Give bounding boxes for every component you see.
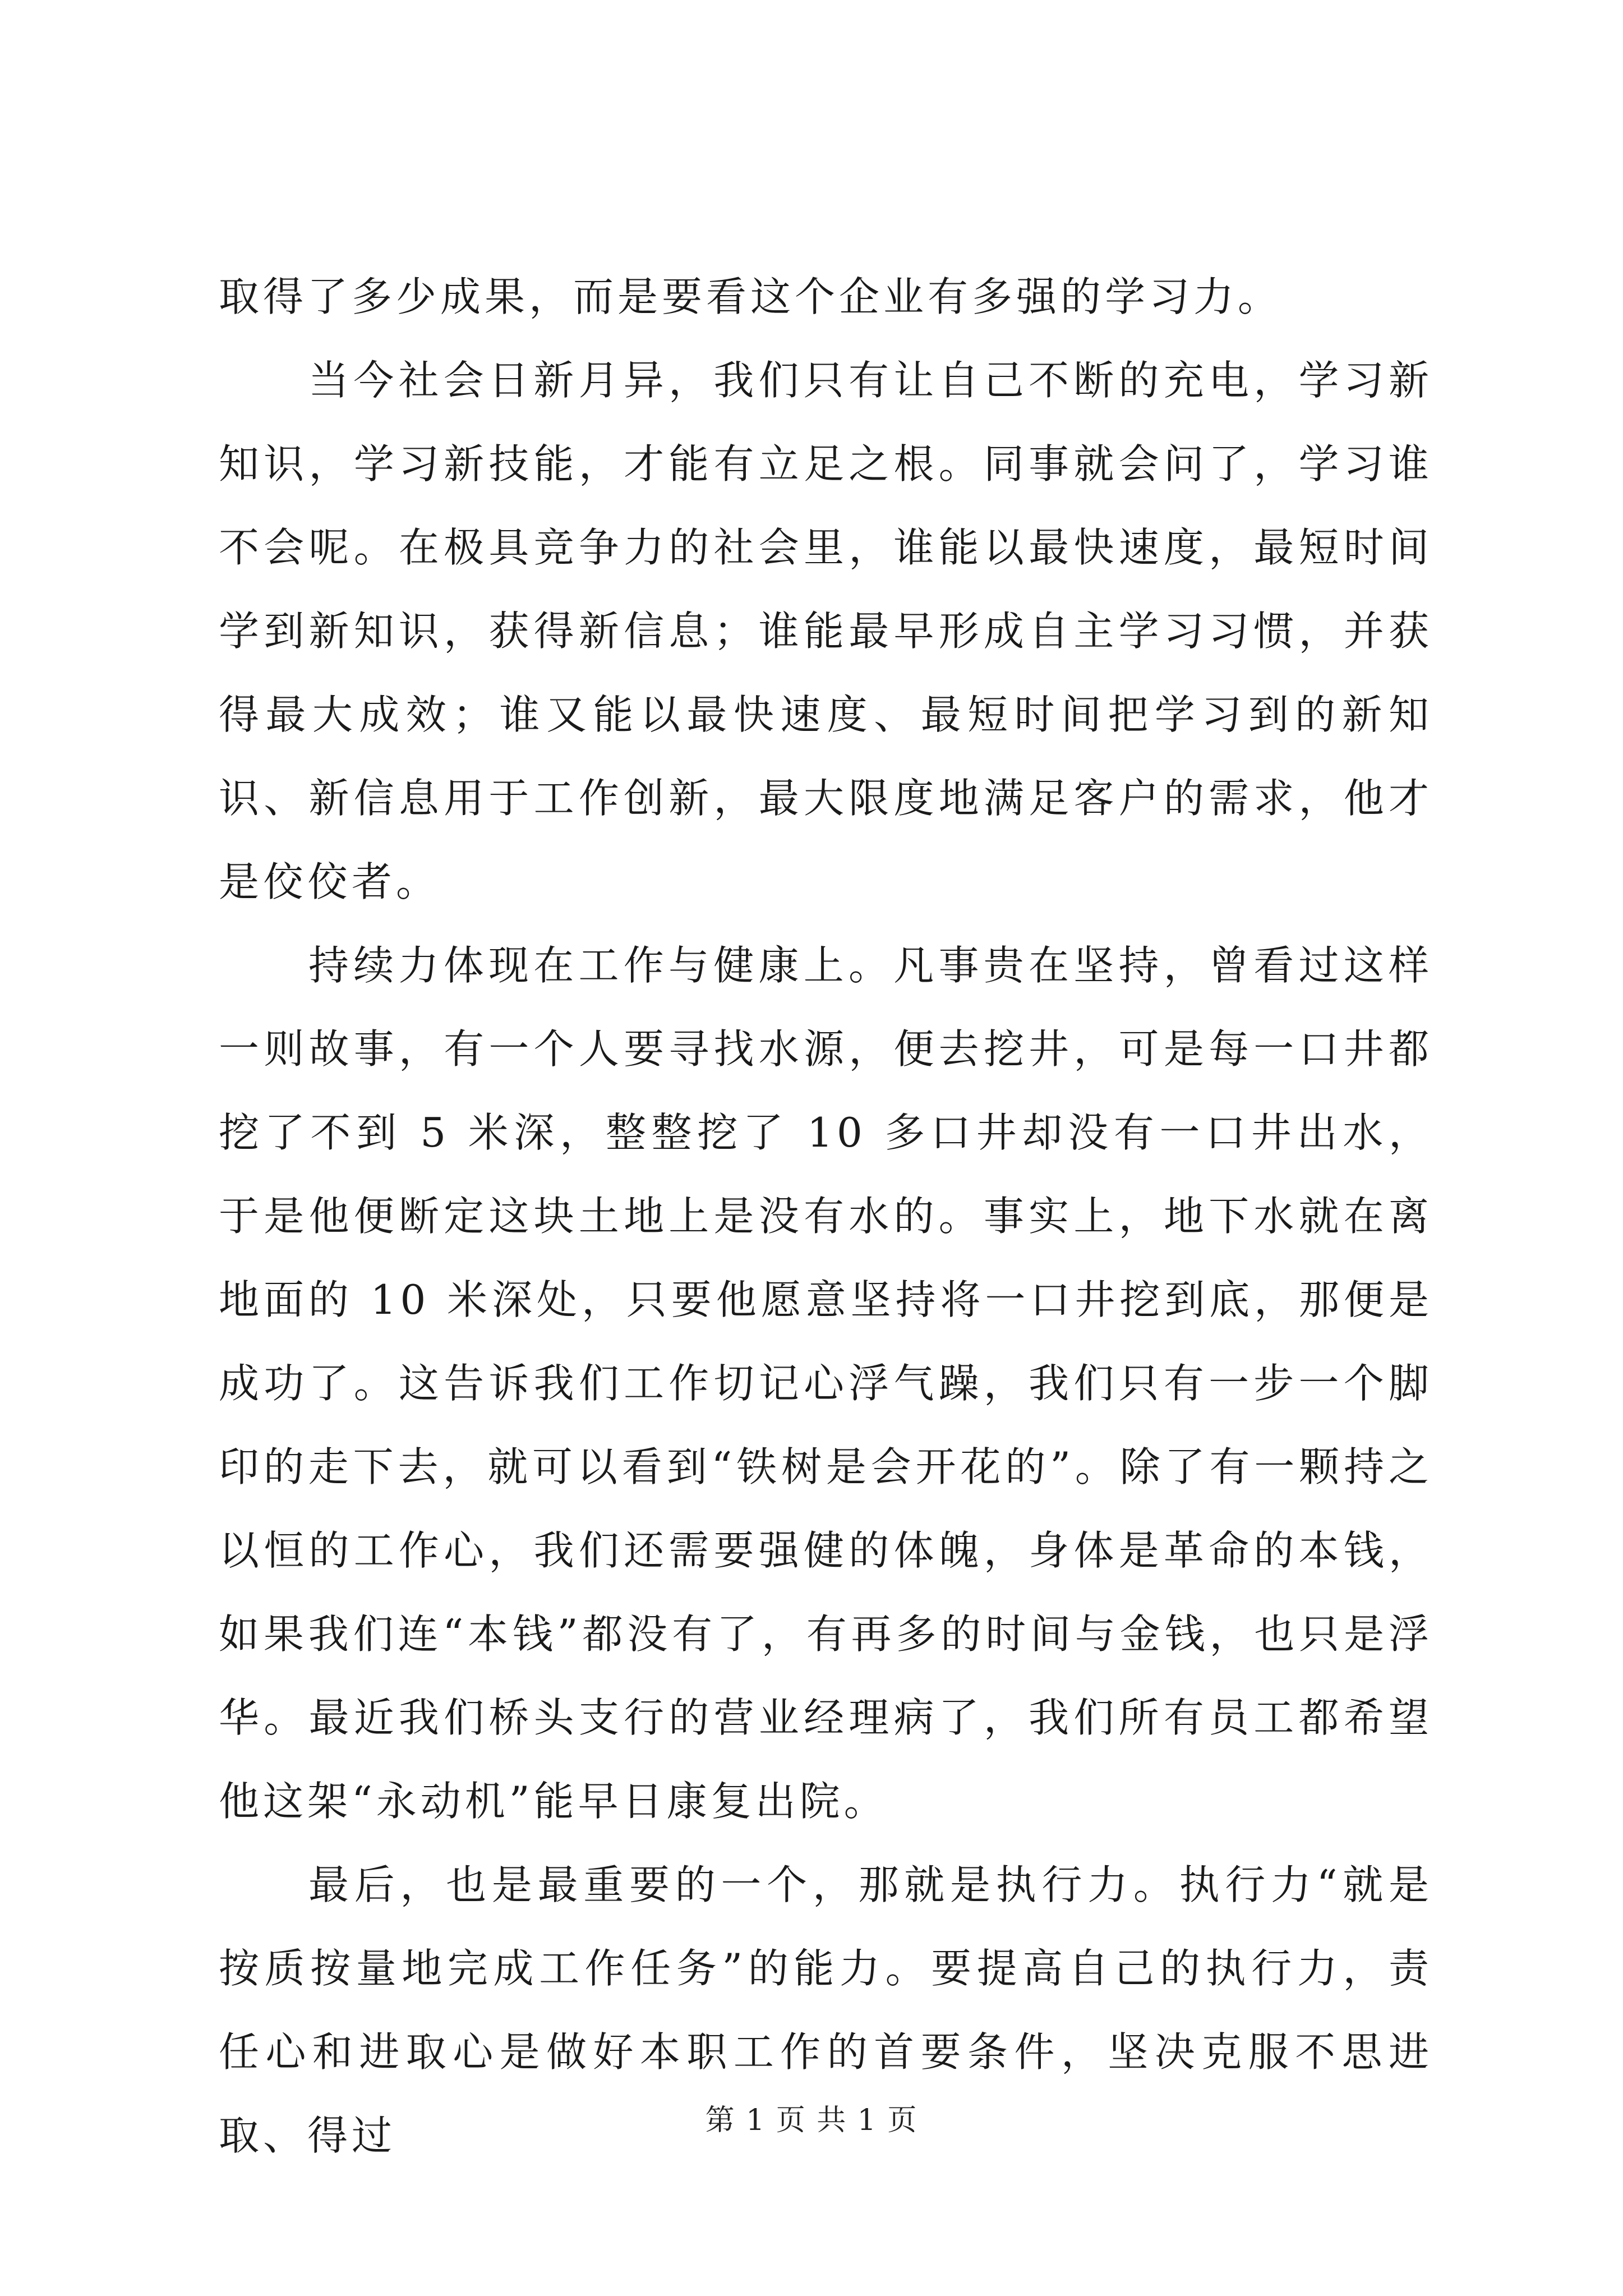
- paragraph-4: 最后，也是最重要的一个，那就是执行力。执行力“就是按质按量地完成工作任务”的能力。要提高自己的执行力，责任心和进取心是做好本职工作的首要条件，坚决克服不思进取、得过: [219, 1861, 1433, 2159]
- paragraph-3: 持续力体现在工作与健康上。凡事贵在坚持，曾看过这样一则故事，有一个人要寻找水源，便去挖井，可是每一口井都挖了不到 5 米深，整整挖了 10 多口井却没有一口井出水，于是他便断定这块土地上是没有水的。事实上，地下水就在离地面的 10 米深处，只要他愿意坚持将一口井挖到底，那便是成功了。这告诉我们工作切记心浮气躁，我们只有一步一个脚印的走下去，就可以看到“铁树是会开花的”。除了有一颗持之以恒的工作心，我们还需要强健的体魄，身体是革命的本钱，如果我们连“本钱”都没有了，有再多的时间与金钱，也只是浮华。最近我们桥头支行的营业经理病了，我们所有员工都希望他这架“永动机”能早日康复出院。: [219, 942, 1433, 1825]
- page-footer: 第 1 页 共 1 页: [705, 2104, 918, 2137]
- paragraph-1: 取得了多少成果，而是要看这个企业有多强的学习力。: [219, 273, 1283, 320]
- document-body: [219, 255, 1433, 2178]
- paragraph-2: 当今社会日新月异，我们只有让自己不断的充电，学习新知识，学习新技能，才能有立足之根。同事就会问了，学习谁不会呢。在极具竞争力的社会里，谁能以最快速度，最短时间学到新知识，获得新信息；谁能最早形成自主学习习惯，并获得最大成效；谁又能以最快速度、最短时间把学习到的新知识、新信息用于工作创新，最大限度地满足客户的需求，他才是佼佼者。: [219, 357, 1433, 905]
